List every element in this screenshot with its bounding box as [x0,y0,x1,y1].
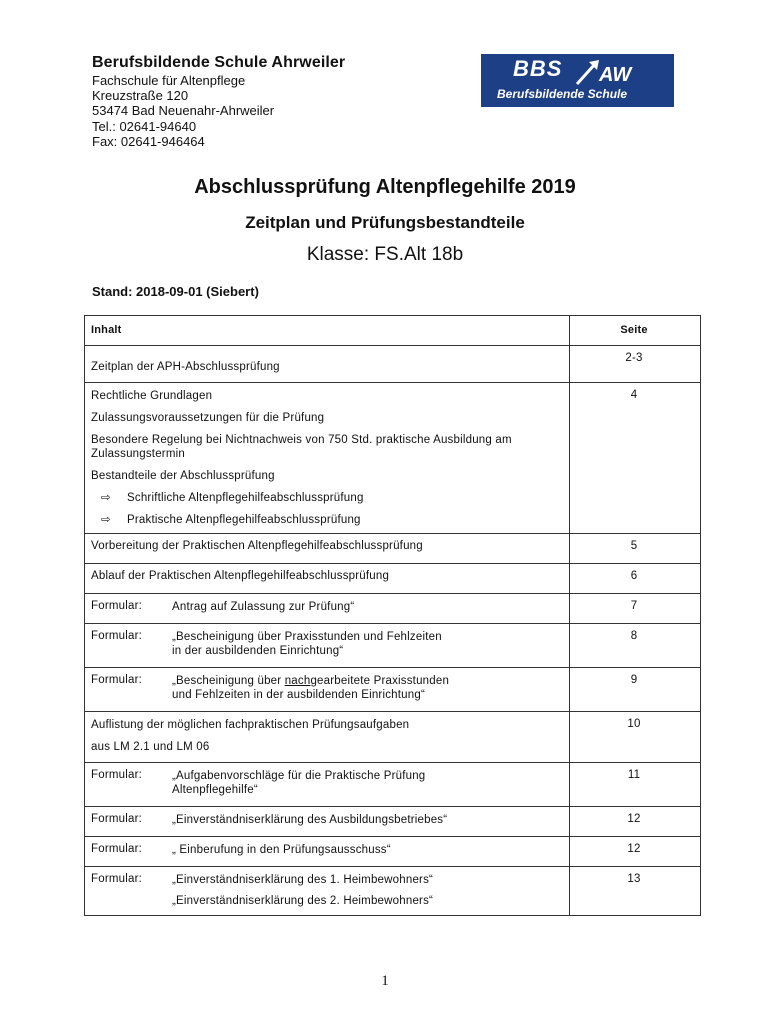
row-page: 5 [630,540,638,552]
table-row [85,564,701,594]
table-row [85,624,701,668]
form-title-pre: „Bescheinigung über [172,675,285,687]
row-text: Zeitplan der APH-Abschlussprüfung [91,361,280,373]
form-label: Formular: [91,600,143,612]
row-page: 12 [627,813,641,825]
address-line-fax: Fax: 02641-946464 [92,134,205,149]
row-page: 6 [630,570,638,582]
document-subtitle: Zeitplan und Prüfungsbestandteile [245,213,525,232]
logo-subtitle: Berufsbildende Schule [497,87,628,101]
form-label: Formular: [91,843,143,855]
row-text: Ablauf der Praktischen Altenpflegehilfeabschlussprüfung [91,570,390,582]
row-line: Rechtliche Grundlagen [91,390,213,402]
form-label: Formular: [91,630,143,642]
table-header-row [85,316,701,346]
table-row [85,867,701,916]
class-label: Klasse: FS.Alt 18b [306,244,464,265]
form-label: Formular: [91,813,143,825]
form-title-line: „Aufgabenvorschläge für die Praktische Prüfung [172,770,426,782]
column-header-inhalt: Inhalt [91,324,122,336]
table-row [85,807,701,837]
table-row [85,668,701,712]
form-title: Antrag auf Zulassung zur Prüfung“ [172,601,355,613]
address-line-phone: Tel.: 02641-94640 [92,119,197,134]
table-row [85,383,701,534]
table-row [85,712,701,763]
form-title-line: „Einverständniserklärung des 2. Heimbewohners“ [172,895,434,907]
row-page: 7 [630,600,638,612]
list-item [91,513,561,527]
logo-text-bbs: BBS [513,56,563,81]
form-title-line: und Fehlzeiten in der ausbildenden Einrichtung“ [172,689,425,701]
status-date: Stand: 2018-09-01 (Siebert) [92,284,259,299]
table-row [85,534,701,564]
address-line-city: 53474 Bad Neuenahr-Ahrweiler [92,103,275,118]
row-page: 11 [627,769,641,781]
document-title: Abschlussprüfung Altenpflegehilfe 2019 [194,176,576,198]
row-page: 4 [630,389,638,401]
table-row [85,763,701,807]
row-line: Besondere Regelung bei Nichtnachweis von 750 Std. praktische Ausbildung am Zulassungstermin [91,434,512,460]
form-label: Formular: [91,769,143,781]
row-line: aus LM 2.1 und LM 06 [91,741,210,753]
form-title-underlined: nach [284,675,311,687]
logo-text-aw: AW [599,64,632,86]
form-title: „ Einberufung in den Prüfungsausschuss“ [172,844,391,856]
list-item [91,491,561,505]
address-line-street: Kreuzstraße 120 [92,88,189,103]
form-label: Formular: [91,674,143,686]
bullet-text: Schriftliche Altenpflegehilfeabschlussprüfung [127,492,364,504]
form-label: Formular: [91,873,143,885]
row-page: 2-3 [625,352,643,364]
form-title-line: „Einverständniserklärung des 1. Heimbewohners“ [172,874,434,886]
form-title-line: „Bescheinigung über Praxisstunden und Fehlzeiten [172,631,442,643]
row-page: 12 [627,843,641,855]
right-arrow-outline-icon: ⇨ [101,514,111,526]
form-title-line: in der ausbildenden Einrichtung“ [172,645,344,657]
page-number: 1 [381,973,389,989]
address-line-institution: Fachschule für Altenpflege [92,73,246,88]
form-title: „Einverständniserklärung des Ausbildungsbetriebes“ [172,814,448,826]
school-logo [481,54,674,107]
row-line: Zulassungsvoraussetzungen für die Prüfung [91,412,325,424]
contents-table [84,315,701,916]
form-title-line: Altenpflegehilfe“ [172,784,258,796]
table-row [85,594,701,624]
right-arrow-outline-icon: ⇨ [101,492,111,504]
row-line: Bestandteile der Abschlussprüfung [91,470,275,482]
row-page: 9 [630,674,638,686]
form-title-post: gearbeitete Praxisstunden [310,675,450,687]
bullet-text: Praktische Altenpflegehilfeabschlussprüfung [127,514,361,526]
row-text: Vorbereitung der Praktischen Altenpflegehilfeabschlussprüfung [91,540,423,552]
column-header-seite: Seite [620,324,648,336]
row-page: 8 [630,630,638,642]
row-page: 13 [627,873,641,885]
row-page: 10 [627,718,641,730]
school-name: Berufsbildende Schule Ahrweiler [92,54,346,71]
row-line: Auflistung der möglichen fachpraktischen Prüfungsaufgaben [91,719,410,731]
table-row [85,346,701,383]
table-row [85,837,701,867]
